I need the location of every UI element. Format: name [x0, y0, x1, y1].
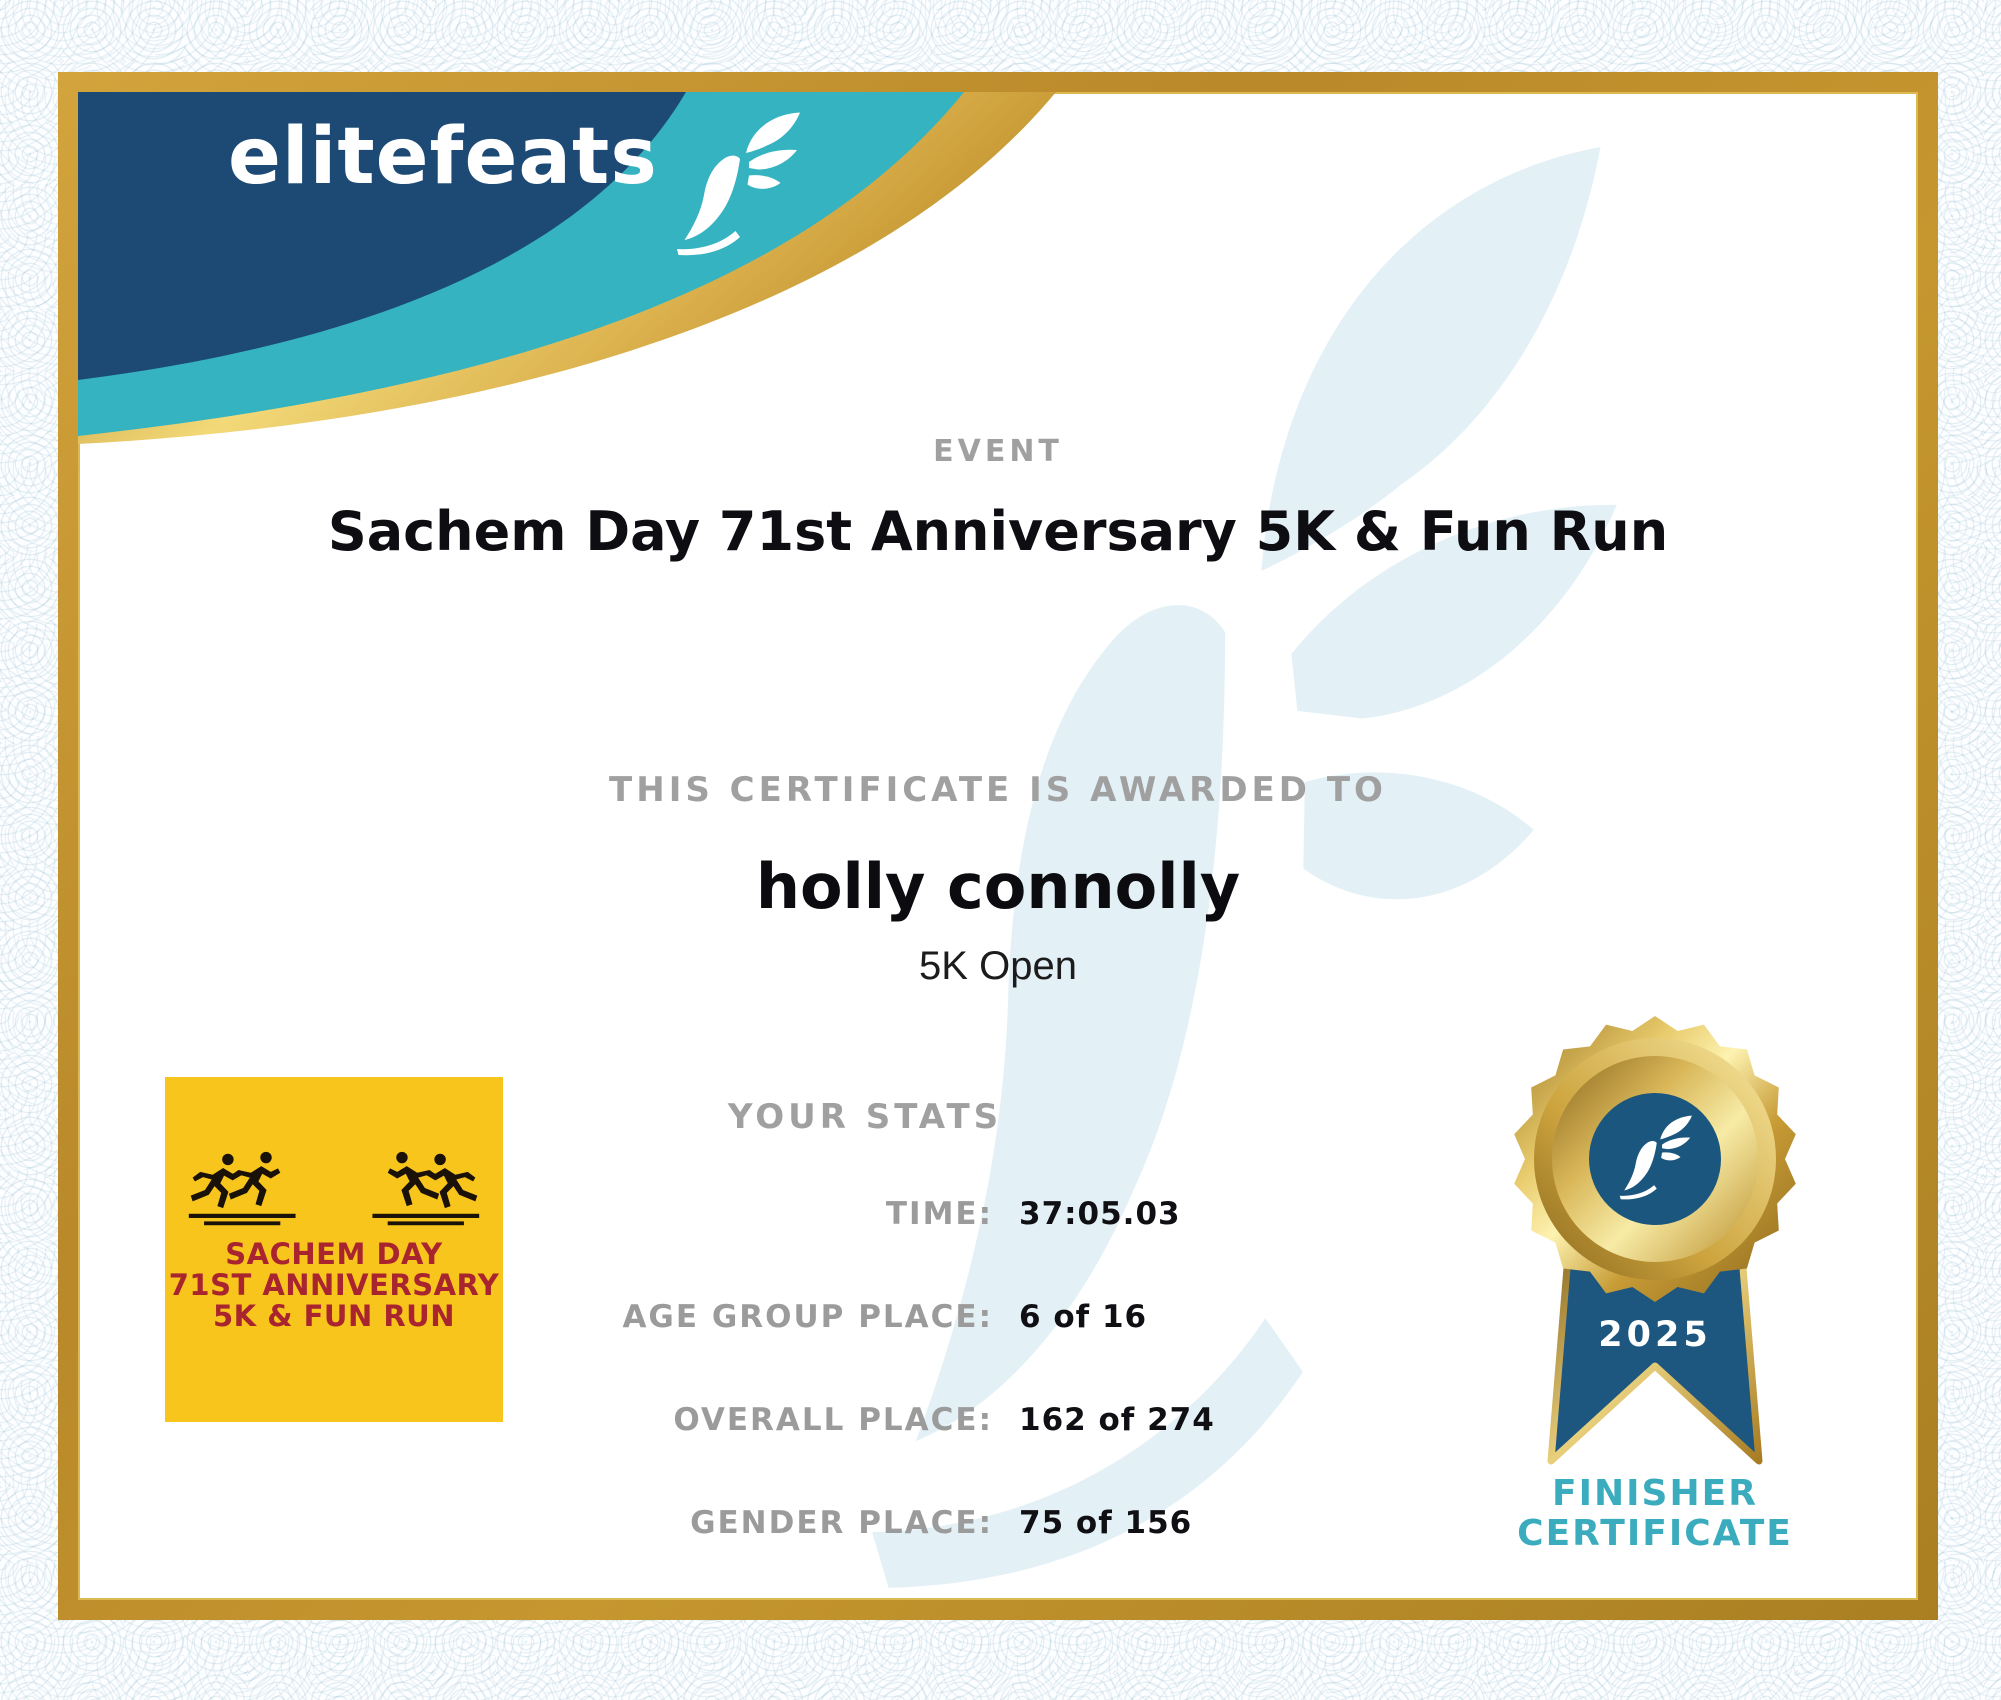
stat-label: GENDER PLACE: — [690, 1505, 993, 1541]
certificate-body — [78, 92, 1918, 1600]
brand-name: elitefeats — [228, 112, 658, 202]
event-label: EVENT — [933, 434, 1063, 469]
finisher-medal — [1495, 1009, 1815, 1479]
event-logo-line3: 5K & FUN RUN — [212, 1299, 455, 1333]
brand-logo — [228, 112, 812, 262]
division-name: 5K Open — [919, 944, 1077, 988]
stat-value: 37:05.03 — [1019, 1196, 1181, 1232]
stats-heading: YOUR STATS — [727, 1097, 1003, 1137]
event-logo-box — [165, 1077, 503, 1422]
event-name: Sachem Day 71st Anniversary 5K & Fun Run — [327, 500, 1669, 563]
certificate-frame — [58, 72, 1938, 1620]
event-logo-line1: SACHEM DAY — [225, 1237, 443, 1271]
winged-foot-icon — [662, 104, 812, 262]
event-logo-line2: 71ST ANNIVERSARY — [168, 1268, 500, 1302]
medal-center-disc — [1589, 1093, 1721, 1225]
event-logo-text — [165, 1239, 503, 1332]
badge-line2: CERTIFICATE — [1517, 1513, 1793, 1554]
stat-label: TIME: — [885, 1196, 993, 1232]
runner-icon — [361, 1147, 483, 1231]
stat-value: 75 of 156 — [1019, 1505, 1193, 1541]
badge-line1: FINISHER — [1552, 1473, 1758, 1514]
awarded-to-label: THIS CERTIFICATE IS AWARDED TO — [609, 770, 1387, 810]
stat-value: 162 of 274 — [1019, 1402, 1215, 1438]
stat-label: AGE GROUP PLACE: — [622, 1299, 993, 1335]
stat-value: 6 of 16 — [1019, 1299, 1148, 1335]
badge-caption — [1455, 1474, 1855, 1554]
medal-year: 2025 — [1598, 1315, 1712, 1355]
stat-label: OVERALL PLACE: — [673, 1402, 993, 1438]
runner-icon — [185, 1147, 307, 1231]
recipient-name: holly connolly — [755, 850, 1241, 923]
